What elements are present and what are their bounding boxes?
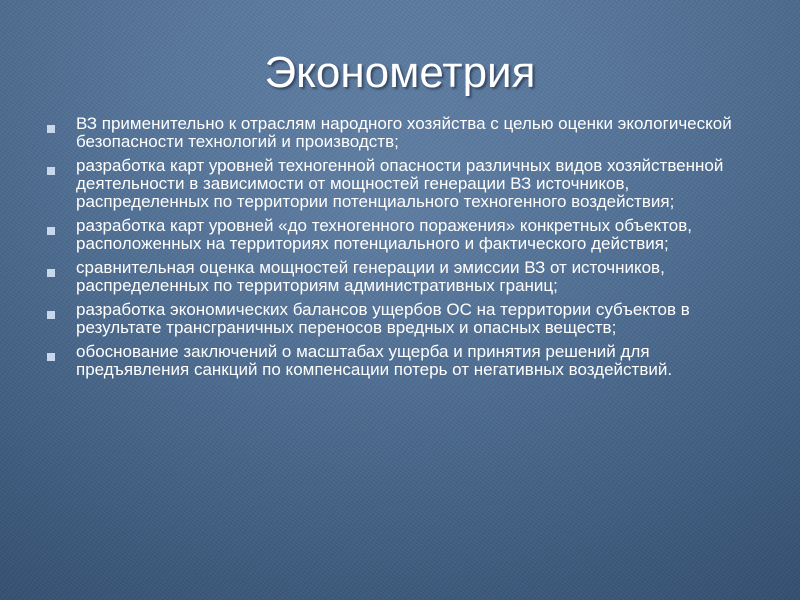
bullet-item xyxy=(44,259,764,295)
slide-title: Эконометрия xyxy=(264,48,536,97)
square-bullet-icon xyxy=(47,353,55,361)
bullet-text: разработка карт уровней «до техногенного поражения» конкретных объектов, расположенных на территориях потенциального и фактического действия; xyxy=(76,216,692,253)
square-bullet-icon xyxy=(47,311,55,319)
square-bullet-icon xyxy=(47,269,55,277)
square-bullet-icon xyxy=(47,227,55,235)
bullet-text: ВЗ применительно к отраслям народного хозяйства с целью оценки экологической безопасности технологий и производств; xyxy=(76,114,732,151)
bullet-text: сравнительная оценка мощностей генерации и эмиссии ВЗ от источников, распределенных по территориям административных границ; xyxy=(76,258,665,295)
bullet-item xyxy=(44,115,764,151)
square-bullet-icon xyxy=(47,125,55,133)
bullet-item xyxy=(44,301,764,337)
bullet-text: разработка карт уровней техногенной опасности различных видов хозяйственной деятельности в зависимости от мощностей генерации ВЗ источников, распределенных по территории потенциального техногенного воздействия; xyxy=(76,156,724,211)
bullet-text: обоснование заключений о масштабах ущерба и принятия решений для предъявления санкций по компенсации потерь от негативных воздействий. xyxy=(76,342,673,379)
bullet-item xyxy=(44,217,764,253)
bullet-item xyxy=(44,343,764,379)
square-bullet-icon xyxy=(47,167,55,175)
bullet-item xyxy=(44,157,764,211)
bullet-list xyxy=(44,115,764,385)
bullet-text: разработка экономических балансов ущербов ОС на территории субъектов в результате трансграничных переносов вредных и опасных веществ; xyxy=(76,300,690,337)
